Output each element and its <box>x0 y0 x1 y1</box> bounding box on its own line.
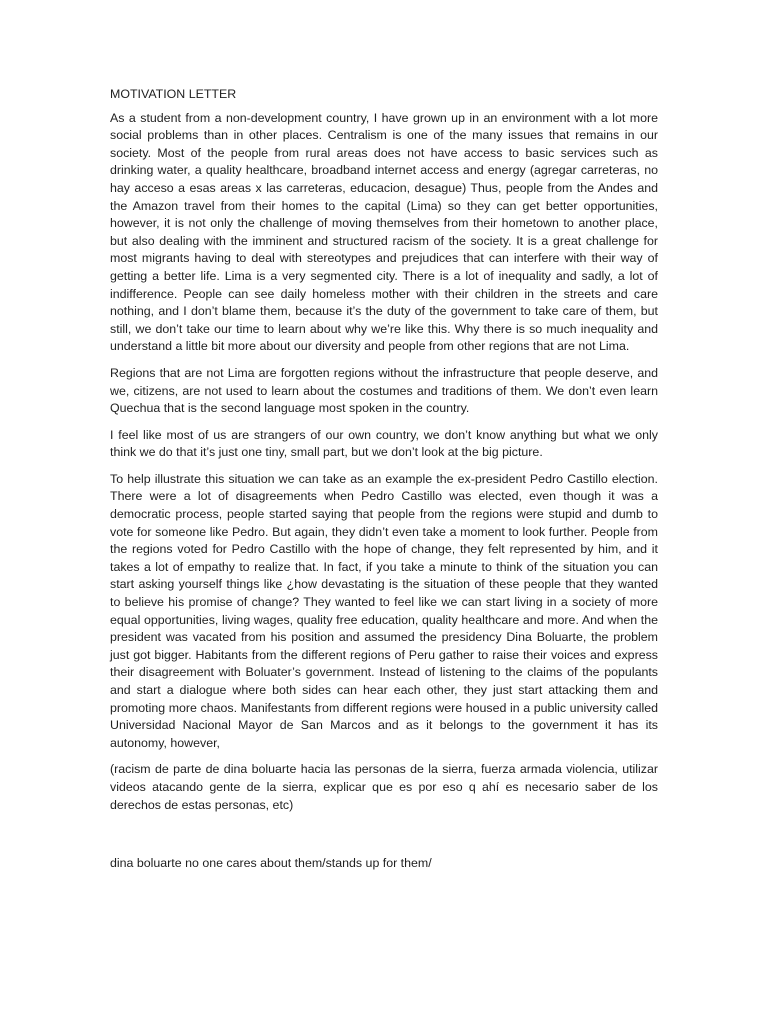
closing-note: dina boluarte no one cares about them/stands up for them/ <box>110 856 432 871</box>
paragraph-5: (racism de parte de dina boluarte hacia las personas de la sierra, fuerza armada violencia, utilizar videos atacando gente de la sierra, explicar que es por eso q ahí es necesario saber de los derechos de estas personas, etc) <box>110 762 658 812</box>
document-title: MOTIVATION LETTER <box>110 87 237 101</box>
document-body <box>110 86 658 882</box>
paragraph-1: As a student from a non-development country, I have grown up in an environment with a lot more social problems than in other places. Centralism is one of the many issues that remains in our society. Most of the people from rural areas does not have access to basic services such as drinking water, a quality healthcare, broadband internet access and energy (agregar carreteras, no hay acceso a esas areas x las carreteras, educacion, desague) Thus, people from the Andes and the Amazon travel from their homes to the capital (Lima) so they can get better opportunities, however, it is not only the challenge of moving themselves from their hometown to another place, but also dealing with the imminent and structured racism of the society. It is a great challenge for most migrants having to deal with stereotypes and prejudices that can interfere with their way of getting a better life. Lima is a very segmented city. There is a lot of inequality and sadly, a lot of indifference. People can see daily homeless mother with their children in the streets and care nothing, and I don’t blame them, because it’s the duty of the government to take care of them, but still, we don’t take our time to learn about why we’re like this. Why there is so much inequality and understand a little bit more about our diversity and people from other regions that are not Lima. <box>110 110 658 354</box>
blank-gap <box>110 823 658 855</box>
paragraph-3: I feel like most of us are strangers of our own country, we don’t know anything but what we only think we do that it’s just one tiny, small part, but we don’t look at the big picture. <box>110 427 658 460</box>
paragraph-2: Regions that are not Lima are forgotten regions without the infrastructure that people deserve, and we, citizens, are not used to learn about the costumes and traditions of them. We don’t even learn Quechua that is the second language most spoken in the country. <box>110 365 658 416</box>
paragraph-4: To help illustrate this situation we can take as an example the ex-president Pedro Castillo election. There were a lot of disagreements when Pedro Castillo was elected, even though it was a democratic process, people started saying that people from the regions were stupid and dumb to vote for someone like Pedro. But again, they didn’t even take a moment to look further. People from the regions voted for Pedro Castillo with the hope of change, they felt represented by him, and it takes a lot of empathy to realize that. In fact, if you take a minute to think of the situation you can start asking yourself things like ¿how devastating is the situation of these people that they wanted to believe his promise of change? They wanted to feel like we can start living in a society of more equal opportunities, living wages, quality free education, quality healthcare and more. And when the president was vacated from his position and assumed the presidency Dina Boluarte, the problem just got bigger. Habitants from the different regions of Peru gather to raise their voices and express their disagreement with Boluater’s government. Instead of listening to the claims of the populants and start a dialogue where both sides can hear each other, they just start attacking them and promoting more chaos. Manifestants from different regions were housed in a public university called Universidad Nacional Mayor de San Marcos and as it belongs to the government it has its autonomy, however, <box>110 471 658 750</box>
